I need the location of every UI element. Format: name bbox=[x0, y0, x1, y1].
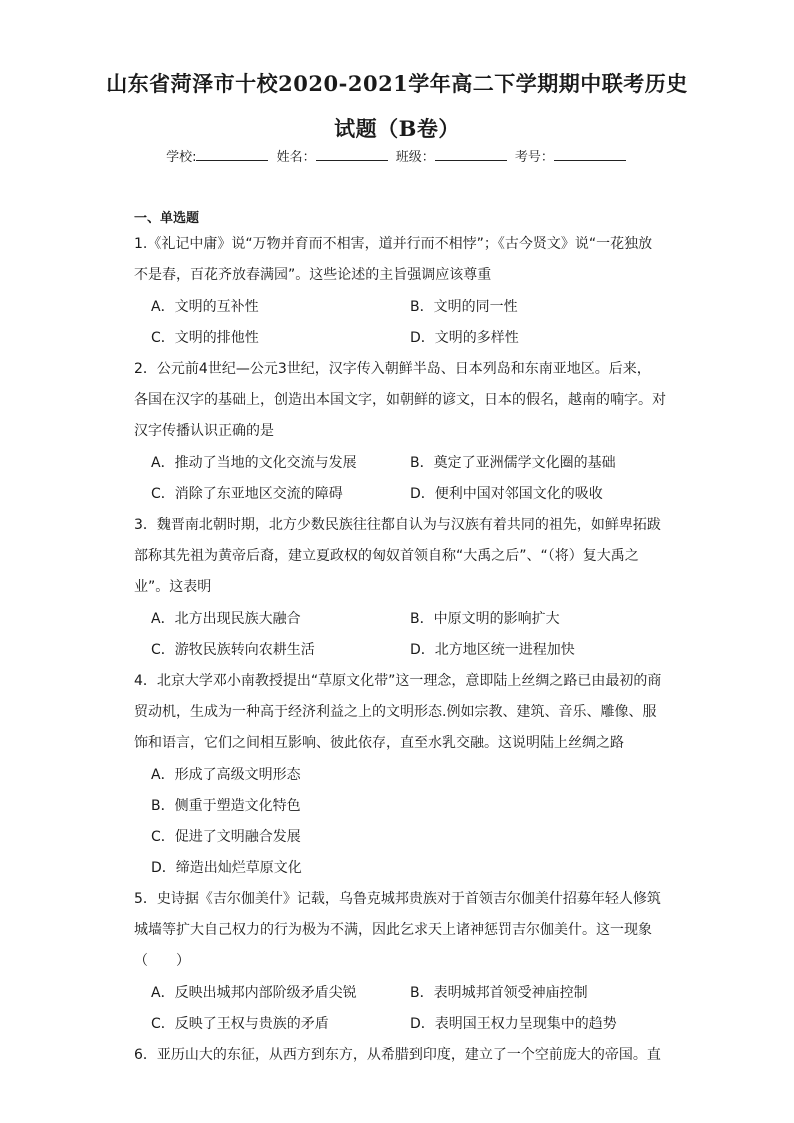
question-5-line-3: （ ） bbox=[134, 953, 190, 969]
question-3-option-c[interactable]: C．游牧民族转向农耕生活 bbox=[151, 642, 315, 658]
question-1-line-1: 1.《礼记中庸》说“万物并育而不相害，道并行而不相悖”；《古今贤文》说“一花独放 bbox=[134, 236, 653, 252]
class-label: 班级： bbox=[395, 150, 435, 165]
exam-title-line-2: 试题（B卷） bbox=[334, 116, 460, 141]
question-2-option-d[interactable]: D．便利中国对邻国文化的吸收 bbox=[410, 486, 603, 502]
question-5-option-c[interactable]: C．反映了王权与贵族的矛盾 bbox=[151, 1016, 329, 1032]
question-4-option-b[interactable]: B．侧重于塑造文化特色 bbox=[151, 798, 301, 814]
student-info-row bbox=[0, 146, 794, 165]
question-3-option-b[interactable]: B．中原文明的影响扩大 bbox=[410, 611, 560, 627]
question-1-option-d[interactable]: D．文明的多样性 bbox=[410, 330, 519, 346]
exam-number-blank[interactable] bbox=[554, 148, 626, 161]
question-4-line-1: 4．北京大学邓小南教授提出“草原文化带”这一理念，意即陆上丝绸之路已由最初的商 bbox=[134, 673, 662, 689]
question-5-option-a[interactable]: A．反映出城邦内部阶级矛盾尖锐 bbox=[151, 985, 357, 1001]
name-label: 姓名： bbox=[276, 150, 316, 165]
question-6-line-1: 6．亚历山大的东征，从西方到东方，从希腊到印度，建立了一个空前庞大的帝国。直 bbox=[134, 1047, 661, 1063]
school-field[interactable] bbox=[166, 146, 270, 165]
question-5-line-2: 城墙等扩大自己权力的行为极为不满，因此乞求天上诸神惩罚吉尔伽美什。这一现象 bbox=[134, 922, 652, 938]
class-field[interactable] bbox=[396, 146, 509, 165]
question-3-option-d[interactable]: D．北方地区统一进程加快 bbox=[410, 642, 575, 658]
question-4-line-2: 贸动机，生成为一种高于经济利益之上的文明形态.例如宗教、建筑、音乐、雕像、服 bbox=[134, 704, 657, 720]
question-5-line-1: 5．史诗据《吉尔伽美什》记载，乌鲁克城邦贵族对于首领吉尔伽美什招募年轻人修筑 bbox=[134, 891, 661, 907]
question-3-line-2: 部称其先祖为黄帝后裔，建立夏政权的匈奴首领自称“大禹之后”、“（将）复大禹之 bbox=[134, 548, 639, 564]
exam-number-field[interactable] bbox=[515, 146, 628, 165]
question-2-line-2: 各国在汉字的基础上，创造出本国文字，如朝鲜的谚文，日本的假名，越南的喃字。对 bbox=[134, 392, 666, 408]
question-1-line-2: 不是春，百花齐放春满园”。这些论述的主旨强调应该尊重 bbox=[134, 267, 492, 283]
question-1-option-a[interactable]: A．文明的互补性 bbox=[151, 299, 259, 315]
question-4-line-3: 饰和语言，它们之间相互影响、彼此依存，直至水乳交融。这说明陆上丝绸之路 bbox=[134, 735, 624, 751]
question-3-line-1: 3．魏晋南北朝时期，北方少数民族往往都自认为与汉族有着共同的祖先，如鲜卑拓跋 bbox=[134, 517, 661, 533]
school-label: 学校: bbox=[166, 150, 197, 165]
question-2-option-a[interactable]: A．推动了当地的文化交流与发展 bbox=[151, 455, 357, 471]
question-5-option-b[interactable]: B．表明城邦首领受神庙控制 bbox=[410, 985, 588, 1001]
question-3-option-a[interactable]: A．北方出现民族大融合 bbox=[151, 611, 301, 627]
question-3-line-3: 业”。这表明 bbox=[134, 579, 212, 595]
question-4-option-d[interactable]: D．缔造出灿烂草原文化 bbox=[151, 860, 302, 876]
exam-number-label: 考号： bbox=[514, 150, 554, 165]
exam-title-line-1: 山东省菏泽市十校2020-2021学年高二下学期期中联考历史 bbox=[106, 71, 688, 96]
question-2-line-1: 2．公元前4世纪—公元3世纪，汉字传入朝鲜半岛、日本列岛和东南亚地区。后来， bbox=[134, 361, 651, 377]
question-2-option-c[interactable]: C．消除了东亚地区交流的障碍 bbox=[151, 486, 343, 502]
question-1-option-b[interactable]: B．文明的同一性 bbox=[410, 299, 518, 315]
question-5-option-d[interactable]: D．表明国王权力呈现集中的趋势 bbox=[410, 1016, 617, 1032]
question-2-line-3: 汉字传播认识正确的是 bbox=[134, 423, 274, 439]
question-2-option-b[interactable]: B．奠定了亚洲儒学文化圈的基础 bbox=[410, 455, 616, 471]
question-4-option-a[interactable]: A．形成了高级文明形态 bbox=[151, 767, 301, 783]
name-field[interactable] bbox=[277, 146, 390, 165]
school-blank[interactable] bbox=[196, 148, 268, 161]
question-4-option-c[interactable]: C．促进了文明融合发展 bbox=[151, 829, 301, 845]
name-blank[interactable] bbox=[316, 148, 388, 161]
question-1-option-c[interactable]: C．文明的排他性 bbox=[151, 330, 259, 346]
class-blank[interactable] bbox=[435, 148, 507, 161]
section-heading: 一、单选题 bbox=[134, 211, 200, 226]
